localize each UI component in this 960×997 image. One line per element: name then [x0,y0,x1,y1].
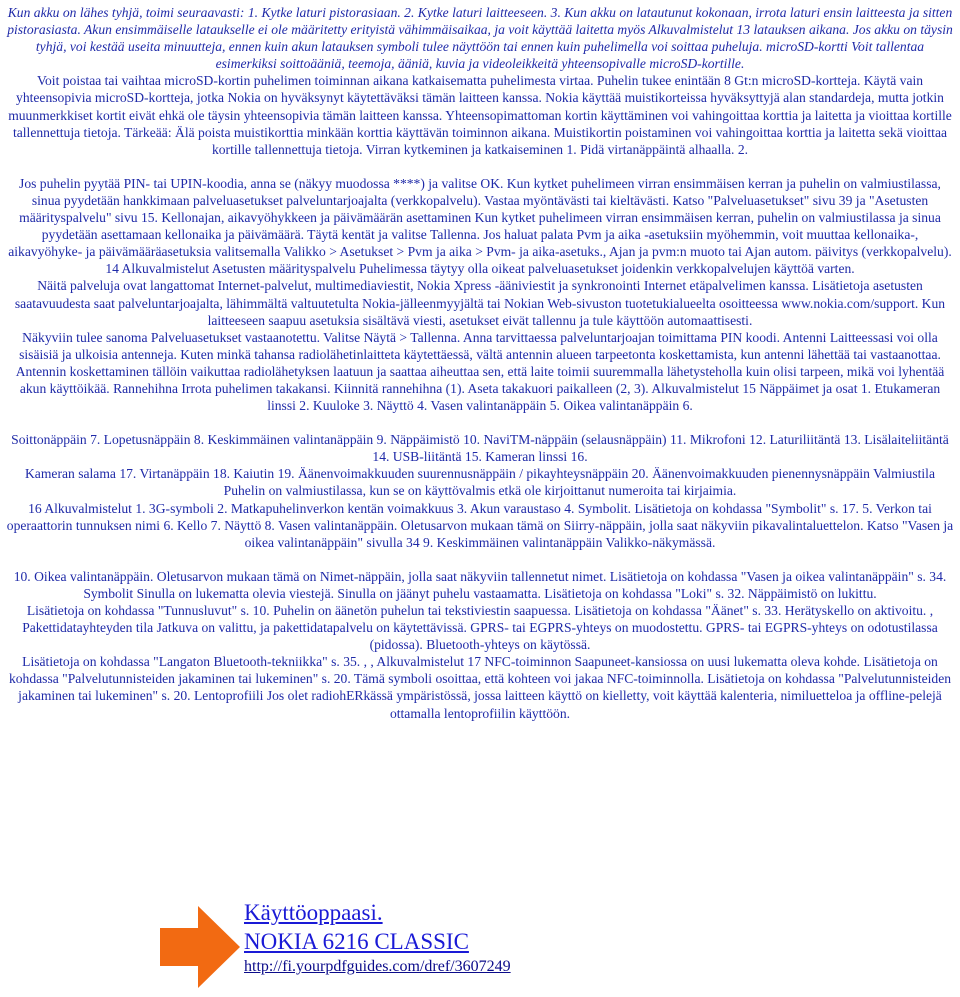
paragraph-3: Jos puhelin pyytää PIN- tai UPIN-koodia, anna se (näkyy muodossa ****) ja valitse OK. Kun kytket puhelimeen virran ensimmäisen kerran ja puhelin on valmiustilassa, sinua pyydetään hankkimaan palveluasetukset palveluntarjoajalta (verkkopalvelu). Vastaa myöntävästi tai kieltävästi. Katso "Palveluasetukset" sivu 39 ja "Asetusten määrityspalvelu" sivu 15. Kellonajan, aikavyöhykkeen ja päivämäärän asettaminen Kun kytket puhelimeen virran ensimmäisen kerran, puhelin on valmiustilassa ja sinua pyydetään asettamaan kellonaika ja päivämäärä. Täytä kentät ja valitse Tallenna. Jos haluat palata Pvm ja aika -asetuksiin myöhemmin, voit muuttaa kellonaika-, aikavyöhyke- ja päivämääräasetuksia valitsemalla Valikko > Asetukset > Pvm ja aika > Pvm- ja aika-asetuks., Ajan ja pvm:n muoto tai Ajan autom. päivitys (verkkopalvelu). 14 Alkuvalmistelut Asetusten määrityspalvelu Puhelimessa täytyy olla oikeat palveluasetukset joidenkin verkkopalvelujen käyttöä varten. [8,175,952,277]
paragraph-5: Näkyviin tulee sanoma Palveluasetukset vastaanotettu. Valitse Näytä > Tallenna. Anna tarvittaessa palveluntarjoajan toimittama PIN koodi. Antenni Laitteessasi voi olla sisäisiä ja ulkoisia antenneja. Kuten minkä tahansa radiolähetinlaitteta käytettäessä, vältä antennin alueen tarpeetonta koskettamista, kun antenni lähettää tai vastaanottaa. [19,329,941,362]
paragraph-gap [6,158,954,175]
paragraph-4: Näitä palveluja ovat langattomat Internet-palvelut, multimediaviestit, Nokia Xpress -ääniviestit ja synkronointi Internet etäpalvelimen kanssa. Lisätietoja asetusten saatavuudesta saat palveluntarjoajalta, lähimmältä valtuutetulta Nokia-jälleenmyyjältä tai Nokian Web-sivuston tuotetukialueelta osoitteessa www.nokia.com/support. Kun laitteeseen saapuu asetuksia sisältävä viesti, asetukset eivät tallennu ja tule käyttöön automaattisesti. [14,278,946,328]
document-body [6,4,954,722]
paragraph-8: Kameran salama 17. Virtanäppäin 18. Kaiutin 19. Äänenvoimakkuuden suurennusnäppäin / pikayhteysnäppäin 20. Äänenvoimakkuuden pienennysnäppäin Valmiustila Puhelin on valmiustilassa, kun se on käyttövalmis etkä ole kirjoittanut numeroita tai kirjaimia. [24,466,935,499]
paragraph-gap [6,551,954,568]
manual-link[interactable]: Käyttöoppaasi. [244,900,383,925]
paragraph-10: 10. Oikea valintanäppäin. Oletusarvon mukaan tämä on Nimet-näppäin, jolla saat näkyviin tallennetut nimet. Lisätietoja on kohdassa "Vasen ja oikea valintanäppäin" s. 34. Symbolit Sinulla on lukematta olevia viestejä. Sinulla on jäänyt puhelu vastaamatta. Lisätietoja on kohdassa "Loki" s. 32. Näppäimistö on lukittu. [13,568,947,601]
paragraph-6: Antennin koskettaminen tällöin vaikuttaa radiolähetyksen laatuun ja saattaa aiheuttaa sen, että laite toimii suuremmalla lähetysteholla kuin olisi tarpeen, mikä voi lyhentää akun käyttöikää. Rannehihna Irrota puhelimen takakansi. Kiinnitä rannehihna (1). Aseta takakuori paikalleen (2, 3). Alkuvalmistelut 15 Näppäimet ja osat 1. Etukameran linssi 2. Kuuloke 3. Näyttö 4. Vasen valintanäppäin 5. Oikea valintanäppäin 6. [15,363,945,414]
paragraph-11: Lisätietoja on kohdassa "Tunnusluvut" s. 10. Puhelin on äänetön puhelun tai tekstiviestin saapuessa. Lisätietoja on kohdassa "Äänet" s. 33. Herätyskello on aktivoitu. , Pakettidatayhteyden tila Jatkuva on valittu, ja pakettidatapalvelu on käytettävissä. GPRS- tai EGPRS-yhteys on muodostettu. GPRS- tai EGPRS-yhteys on odotustilassa (pidossa). Bluetooth-yhteys on käytössä. [22,603,938,653]
paragraph-7: Soittonäppäin 7. Lopetusnäppäin 8. Keskimmäinen valintanäppäin 9. Näppäimistö 10. NaviTM-näppäin (selausnäppäin) 11. Mikrofoni 12. Laturiliitäntä 13. Lisälaiteliitäntä 14. USB-liitäntä 15. Kameran linssi 16. [11,432,949,465]
paragraph-1: Kun akku on lähes tyhjä, toimi seuraavasti: 1. Kytke laturi pistorasiaan. 2. Kytke laturi laitteeseen. 3. Kun akku on latautunut kokonaan, irrota laturi ensin laitteesta ja sitten pistorasiasta. Akun ensimmäiselle lataukselle ei ole määritetty erityistä vähimmäisaikaa, ja voit käyttää laitetta myös Alkuvalmistelut 13 latauksen aikana. Jos akku on täysin tyhjä, voi kestää useita minuutteja, ennen kuin akun latauksen symboli tulee näyttöön tai ennen kuin puhelimella voi soittaa puheluja. microSD-kortti Voit tallentaa esimerkiksi soittoääniä, teemoja, ääniä, kuvia ja videoleikkeitä yhteensopivalle microSD-kortille. [7,5,953,72]
paragraph-9: 16 Alkuvalmistelut 1. 3G-symboli 2. Matkapuhelinverkon kentän voimakkuus 3. Akun varaustaso 4. Symbolit. Lisätietoja on kohdassa "Symbolit" s. 17. 5. Verkon tai operaattorin tunnuksen nimi 6. Kello 7. Näyttö 8. Vasen valintanäppäin. Oletusarvon mukaan tämä on Siirry-näppäin, jolla saat näkyviin pikavalintaluettelon. Katso "Vasen ja oikea valintanäppäin" sivulla 34 9. Keskimmäinen valintanäppäin Valikko-näkymässä. [6,500,954,550]
footer-links [244,898,511,978]
footer-links-block [160,898,780,997]
paragraph-2: Voit poistaa tai vaihtaa microSD-kortin puhelimen toiminnan aikana katkaisematta puhelimesta virtaa. Puhelin tukee enintään 8 Gt:n microSD-kortteja. Käytä vain yhteensopivia microSD-kortteja, jotka Nokia on hyväksynyt käytettäväksi tämän laitteen kanssa. Nokia käyttää muistikorteissa hyväksyttyjä alan standardeja, mutta jotkin muunmerkkiset kortit eivät ehkä ole täysin yhteensopivia tämän laitteen kanssa. Yhteensopimattoman kortin käyttäminen voi vahingoittaa korttia ja laitetta ja vioittaa kortille tallennettuja tietoja. Tärkeää: Älä poista muistikorttia minkään korttia käyttävän toiminnon aikana. Muistikortin poistaminen voi vahingoittaa korttia ja laitetta sekä vioittaa kortille tallennettuja tietoja. Virran kytkeminen ja katkaiseminen 1. Pidä virtanäppäintä alhaalla. 2. [8,73,952,157]
product-link[interactable]: NOKIA 6216 CLASSIC [244,929,469,954]
url-link[interactable]: http://fi.yourpdfguides.com/dref/3607249 [244,958,511,975]
paragraph-gap [6,414,954,431]
arrow-right-icon [160,906,240,988]
paragraph-12: Lisätietoja on kohdassa "Langaton Bluetooth-tekniikka" s. 35. , , Alkuvalmistelut 17 NFC-toiminnon Saapuneet-kansiossa on uusi lukematta oleva kohde. Lisätietoja on kohdassa "Palvelutunnisteiden jakaminen tai lukeminen" s. 20. Tämä symboli osoittaa, että kohteen voi jakaa NFC-toiminnolla. Lisätietoja on kohdassa "Palvelutunnisteiden jakaminen tai lukeminen" s. 20. Lentoprofiili Jos olet radiohERkässä ympäristössä, jossa laitteen käyttö on kielletty, voit käyttää kalenteria, nimiluetteloa ja offline-pelejä ottamalla lentoprofiilin käyttöön. [8,654,952,721]
